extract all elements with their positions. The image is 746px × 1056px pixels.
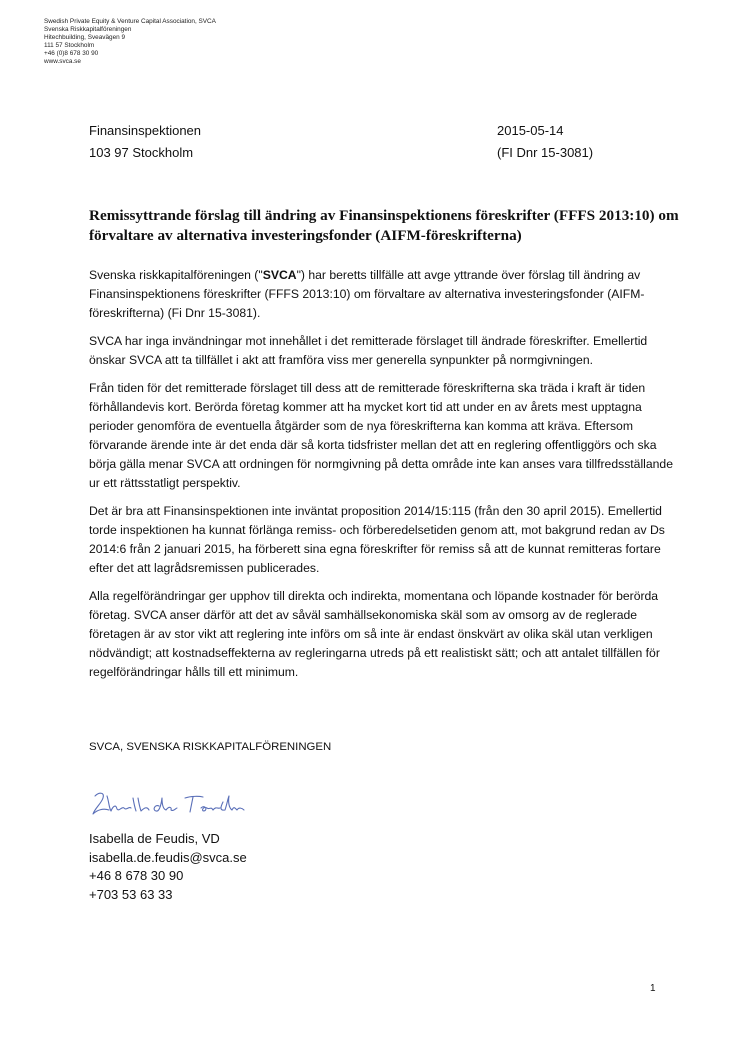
paragraph-2: SVCA har inga invändningar mot innehållet i det remitterade förslaget till ändrade föreskrifter. Emellertid önskar SVCA att ta tillfället i akt att framföra viss mer generella synpunkter på normgivningen. xyxy=(89,334,648,367)
recipient-address: 103 97 Stockholm xyxy=(89,145,194,160)
svca-abbreviation: SVCA xyxy=(262,268,297,282)
paragraph-1 xyxy=(89,266,675,323)
closing-organization: SVCA, SVENSKA RISKKAPITALFÖRENINGEN xyxy=(89,741,332,753)
signatory-phone: +46 8 678 30 90 xyxy=(89,868,184,883)
paragraph-5: Alla regelförändringar ger upphov till direkta och indirekta, momentana och löpande kostnader för berörda företag. SVCA anser därför att det av såväl samhällsekonomiska skäl som av omsorg av de reglerade företagen är av stor vikt att reglering inte införs om så inte är endast önskvärt av olika skäl utan verkligen nödvändigt; att kostnadseffekterna av regleringarna utreds på ett realistiskt sätt; och att antalet tillfällen för regelförändringar hålls till ett minimum. xyxy=(89,589,660,679)
sender-block xyxy=(44,18,216,66)
letter-body xyxy=(89,266,675,691)
sender-line: +46 (0)8 678 30 90 xyxy=(44,50,99,57)
letter-date: 2015-05-14 xyxy=(497,123,564,138)
paragraph-1-end: ") har beretts tillfälle att avge yttrande över förslag till ändring av Finansinspektionens föreskrifter (FFFS 2013:10) om förvaltare av alternativa investeringsfonder (AIFM-föreskrifterna) (Fi Dnr 15-3081). xyxy=(89,268,645,320)
paragraph-4: Det är bra att Finansinspektionen inte inväntat proposition 2014/15:115 (från den 30 april 2015). Emellertid torde inspektionen ha kunnat förlänga remiss- och förberedelsetiden genom att, mot bakgrund redan av Ds 2014:6 från 2 januari 2015, ha förberett sina egna föreskrifter för remiss så att de kunnat remitteras fortare efter det att lagrådsremissen publicerades. xyxy=(89,504,665,575)
paragraph-1-start: Svenska riskkapitalföreningen (" xyxy=(89,268,263,282)
recipient-name: Finansinspektionen xyxy=(89,123,202,138)
sender-website: www.svca.se xyxy=(44,58,81,65)
paragraph-3: Från tiden för det remitterade förslaget till dess att de remitterade föreskrifterna ska träda i kraft är tiden förhållandevis kort. Berörda företag kommer att ha mycket kort tid att under en av årets mest upptagna perioder genomföra de eventuella åtgärder som de nya föreskrifterna kan komma att kräva. Eftersom förvarande ärende inte är det enda där så korta tidsfrister mellan det att en reglering offentliggörs och ska börja gälla menar SVCA att ordningen för normgivning på detta område inte kan anses vara tillfredsställande ur ett rättsstatligt perspektiv. xyxy=(89,381,673,490)
contact-block xyxy=(89,830,247,904)
recipient-block xyxy=(89,120,201,164)
signatory-mobile: +703 53 63 33 xyxy=(89,886,173,902)
handwritten-signature xyxy=(89,784,249,820)
signatory-name: Isabella de Feudis, VD xyxy=(89,831,220,846)
reference-number: (FI Dnr 15-3081) xyxy=(497,145,594,160)
sender-line: Svenska Riskkapitalföreningen xyxy=(44,26,132,33)
sender-line: 111 57 Stockholm xyxy=(44,42,95,49)
document-title: Remissyttrande förslag till ändring av Finansinspektionens föreskrifter (FFFS 2013:10) om förvaltare av alternativa investeringsfonder (AIFM-föreskrifterna) xyxy=(89,207,679,244)
letter-meta xyxy=(497,120,593,164)
signatory-email: isabella.de.feudis@svca.se xyxy=(89,849,247,865)
sender-line: Hitechbuilding, Sveavägen 9 xyxy=(44,34,126,41)
sender-line: Swedish Private Equity & Venture Capital Association, SVCA xyxy=(44,18,216,25)
page-number: 1 xyxy=(650,983,656,994)
